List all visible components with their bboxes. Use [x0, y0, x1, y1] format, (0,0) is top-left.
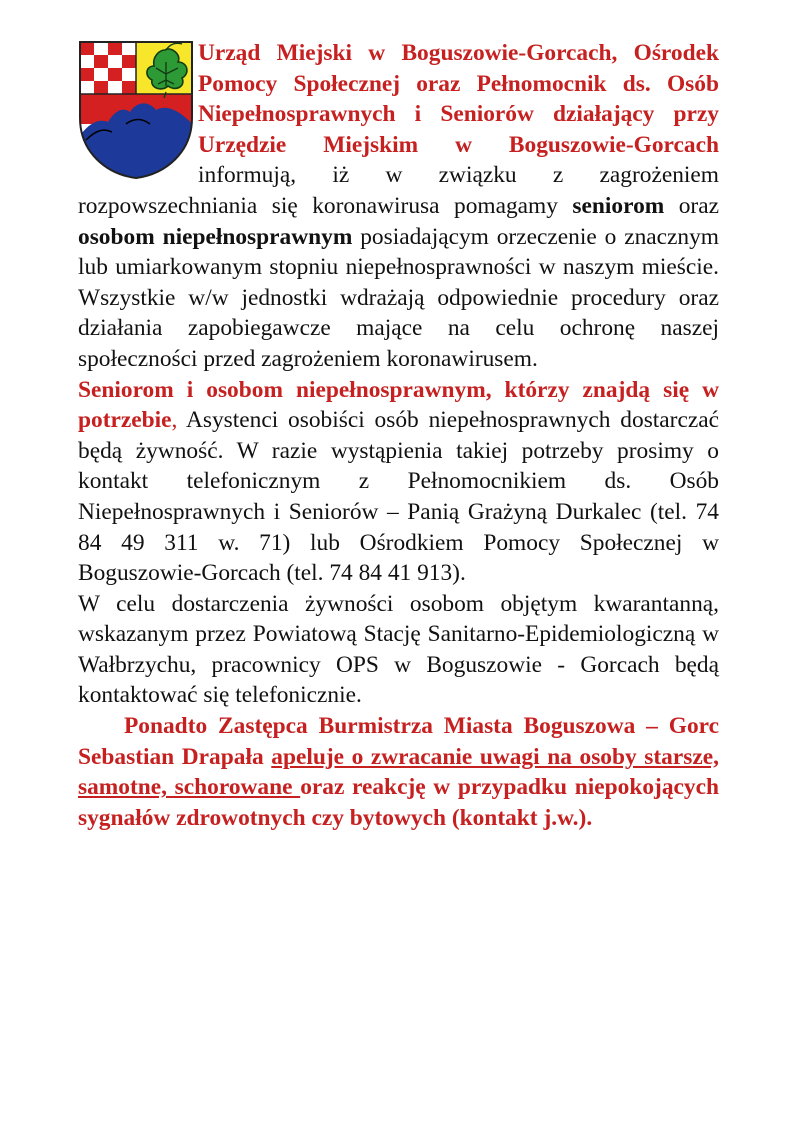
- help-text: Asystenci osobiści osób niepełnosprawnych dostarczać będą żywność. W razie wystąpienia takiej potrzeby prosimy o kontakt telefonicznym z Pełnomocnikiem ds. Osób Niepełnosprawnych i Seniorów – Panią Grażyną Durkalec (tel. 74 84 49 311 w. 71) lub Ośrodkiem Pomocy Społecznej w Boguszowie-Gorcach (tel. 74 84 41 913).: [78, 407, 719, 587]
- intro-bold-disabled: osobom niepełnosprawnym: [78, 223, 353, 250]
- help-paragraph: [78, 375, 719, 589]
- intro-text-b: oraz: [664, 192, 719, 219]
- help-heading: Seniorom i osobom niepełnosprawnym, którzy znajdą się w potrzebie: [78, 376, 719, 434]
- intro-heading: Urząd Miejski w Boguszowie-Gorcach, Ośrodek Pomocy Społecznej oraz Pełnomocnik ds. Osób Niepełnosprawnych i Seniorów działający przy Urzędzie Miejskim w Boguszowie-Gorcach: [198, 40, 719, 158]
- appeal-red-b: oraz reakcję w przypadku niepokojących sygnałów zdrowotnych czy bytowych (kontakt j.w.).: [78, 774, 719, 831]
- appeal-underlined: apeluje o zwracanie uwagi na osoby starsze, samotne, schorowane: [78, 743, 719, 801]
- intro-text-c: posiadającym orzeczenie o znacznym lub umiarkowanym stopniu niepełnosprawności w naszym mieście. Wszystkie w/w jednostki wdrażają odpowiednie procedury oraz działania zapobiegawcze mające na celu ochronę naszej społeczności przed zagrożeniem koronawirusem.: [78, 223, 719, 372]
- intro-bold-seniors: seniorom: [572, 192, 665, 219]
- help-comma: ,: [171, 407, 178, 434]
- announcement: [78, 38, 719, 833]
- boguszow-gorce-coat-of-arms-icon: [78, 40, 194, 180]
- appeal-paragraph: [78, 711, 719, 833]
- quarantine-text: W celu dostarczenia żywności osobom objętym kwarantanną, wskazanym przez Powiatową Stację Sanitarno-Epidemiologiczną w Wałbrzychu, pracownicy OPS w Boguszowie - Gorcach będą kontaktować się telefonicznie.: [78, 590, 719, 709]
- appeal-red-a: Ponadto Zastępca Burmistrza Miasta Boguszowa – Gorc Sebastian Drapała: [78, 713, 719, 770]
- quarantine-paragraph: [78, 589, 719, 711]
- intro-text-a: informują, iż w związku z zagrożeniem rozpowszechniania się koronawirusa pomagamy: [78, 162, 719, 219]
